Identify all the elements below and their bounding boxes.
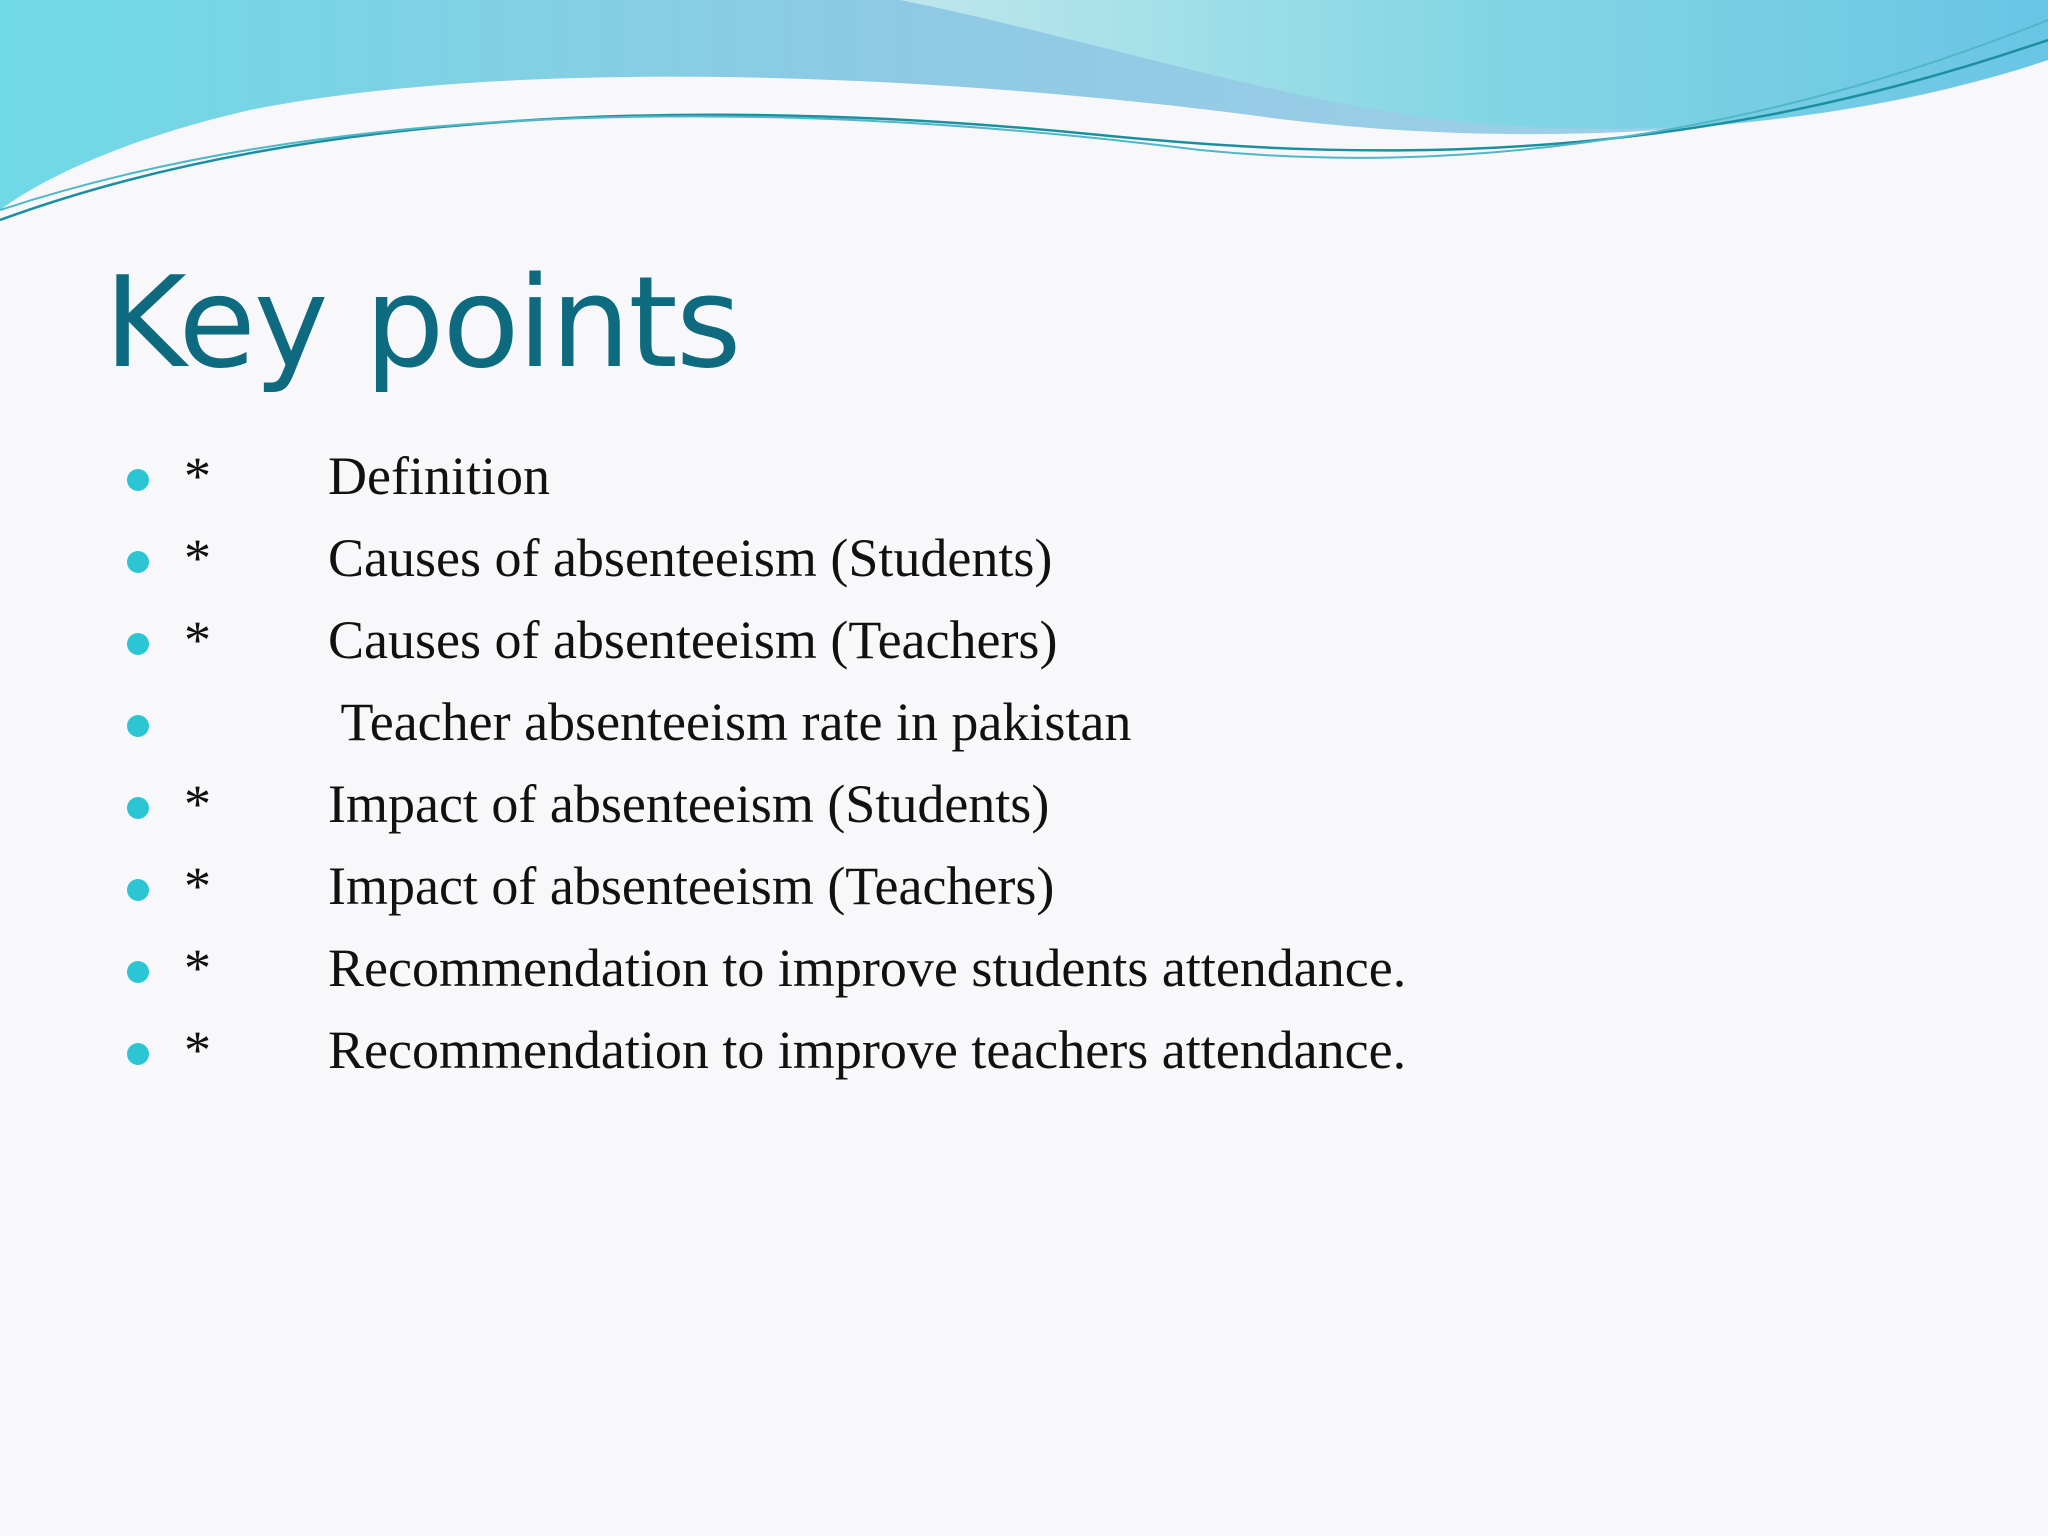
list-item — [0, 518, 2048, 600]
bullet-dot-icon — [127, 633, 149, 655]
bullet-dot-icon — [127, 1043, 149, 1065]
asterisk-marker: * — [184, 528, 211, 588]
bullet-dot-icon — [127, 551, 149, 573]
header-wave-decoration — [0, 0, 2048, 240]
list-item — [0, 928, 2048, 1010]
key-points-list — [0, 436, 2048, 1092]
point-text: Recommendation to improve students attendance. — [328, 938, 1407, 998]
point-text: Teacher absenteeism rate in pakistan — [328, 692, 1132, 752]
asterisk-marker: * — [184, 774, 211, 834]
point-text: Impact of absenteeism (Teachers) — [328, 856, 1055, 916]
list-item — [0, 600, 2048, 682]
asterisk-marker: * — [184, 938, 211, 998]
point-text: Causes of absenteeism (Teachers) — [328, 610, 1058, 670]
asterisk-marker: * — [184, 856, 211, 916]
asterisk-marker: * — [184, 1020, 211, 1080]
point-text: Definition — [328, 446, 550, 506]
bullet-dot-icon — [127, 469, 149, 491]
asterisk-marker: * — [184, 446, 211, 506]
slide-title: Key points — [104, 249, 740, 396]
list-item — [0, 436, 2048, 518]
bullet-dot-icon — [127, 879, 149, 901]
bullet-dot-icon — [127, 961, 149, 983]
list-item — [0, 682, 2048, 764]
list-item — [0, 846, 2048, 928]
list-item — [0, 764, 2048, 846]
point-text: Recommendation to improve teachers attendance. — [328, 1020, 1407, 1080]
bullet-dot-icon — [127, 715, 149, 737]
bullet-dot-icon — [127, 797, 149, 819]
point-text: Causes of absenteeism (Students) — [328, 528, 1053, 588]
point-text: Impact of absenteeism (Students) — [328, 774, 1050, 834]
list-item — [0, 1010, 2048, 1092]
asterisk-marker: * — [184, 610, 211, 670]
